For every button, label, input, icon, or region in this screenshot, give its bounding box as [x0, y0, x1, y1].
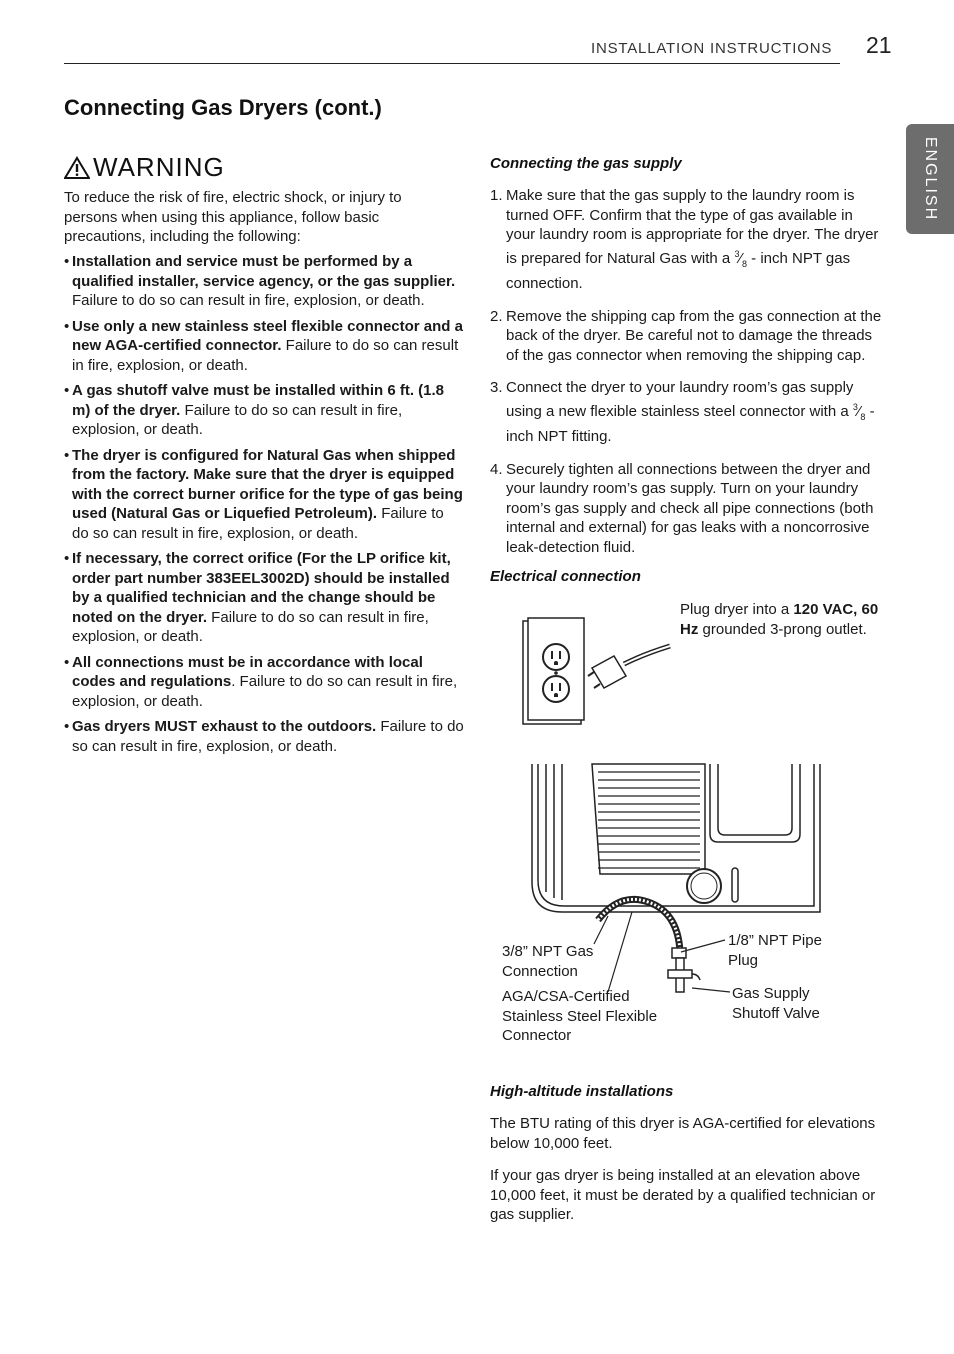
warning-heading [64, 152, 225, 183]
plug-caption: Plug dryer into a 120 VAC, 60 Hz grounded 3-prong outlet. [680, 601, 879, 638]
step-item: 2. Remove the shipping cap from the gas connection at the back of the dryer. Be careful not to damage the threads of the gas connector when removing the shipping cap. [490, 307, 882, 364]
warning-intro: To reduce the risk of fire, electric shock, or injury to persons when using this appliance, follow basic precautions, including the following: [64, 189, 402, 245]
section-title: Connecting Gas Dryers (cont.) [64, 95, 382, 120]
gas-supply-heading: Connecting the gas supply [490, 155, 682, 172]
gas-supply-steps [490, 186, 886, 570]
step-item: 3. Connect the dryer to your laundry room’s gas supply using a new flexible stainless steel connector with a $^3⁄_8$ - inch NPT fitting. [490, 379, 875, 445]
page-number: 21 [866, 32, 892, 58]
header-rule [64, 63, 840, 64]
warning-triangle-icon [64, 156, 90, 180]
step-item: 4. Securely tighten all connections between the dryer and your laundry room’s gas supply. Turn on your laundry room’s gas supply and check all pipe connections (both internal and external) for gas leaks with a noncorrosive leak-detection fluid. [490, 460, 874, 556]
label-shutoff-valve: Gas Supply Shutoff Valve [732, 985, 820, 1022]
warning-item: • Installation and service must be performed by a qualified installer, service agency, or the gas supplier. Failure to do so can result in fire, explosion, or death. [64, 252, 464, 311]
warning-title: WARNING [93, 152, 225, 182]
outlet-plug-illustration [520, 616, 680, 728]
high-altitude-heading: High-altitude installations [490, 1083, 674, 1100]
step-item: 1. Make sure that the gas supply to the laundry room is turned OFF. Confirm that the type of gas available in your laundry room is appropriate for the dryer. The dryer is prepared for Natural Gas with a $^3⁄_8$ - inch NPT gas connection. [490, 187, 879, 292]
label-pipe-plug: 1/8” NPT Pipe Plug [728, 932, 822, 969]
label-flex-connector: AGA/CSA-Certified Stainless Steel Flexible Connector [502, 988, 658, 1044]
language-tab [906, 124, 954, 234]
warning-item: • Gas dryers MUST exhaust to the outdoors. Failure to do so can result in fire, explosion, or death. [64, 717, 464, 756]
label-npt-gas-connection: 3/8” NPT Gas Connection [502, 943, 594, 980]
electrical-heading: Electrical connection [490, 568, 641, 585]
high-altitude-para-1: The BTU rating of this dryer is AGA-certified for elevations below 10,000 feet. [490, 1115, 876, 1152]
header-section-label: INSTALLATION INSTRUCTIONS [591, 40, 833, 57]
high-altitude-para-2: If your gas dryer is being installed at an elevation above 10,000 feet, it must be derated by a qualified technician or gas supplier. [490, 1167, 876, 1223]
warning-item: • If necessary, the correct orifice (For the LP orifice kit, order part number 383EEL3002D) should be installed by a qualified technician and the change should be noted on the dryer. Failure to do so can result in fire, explosion, or death. [64, 549, 464, 647]
warning-item: • The dryer is configured for Natural Gas when shipped from the factory. Make sure that the dryer is equipped with the correct burner orifice for the type of gas being used (Natural Gas or Liquefied Petroleum). Failure to do so can result in fire, explosion, or death. [64, 446, 464, 544]
warning-item: • A gas shutoff valve must be installed within 6 ft. (1.8 m) of the dryer. Failure to do so can result in fire, explosion, or death. [64, 381, 464, 440]
warning-item: • Use only a new stainless steel flexible connector and a new AGA-certified connector. Failure to do so can result in fire, explosion, or death. [64, 317, 464, 376]
warning-list [64, 252, 464, 762]
warning-item: • All connections must be in accordance with local codes and regulations. Failure to do so can result in fire, explosion, or death. [64, 653, 464, 712]
language-tab-label: ENGLISH [922, 136, 939, 222]
